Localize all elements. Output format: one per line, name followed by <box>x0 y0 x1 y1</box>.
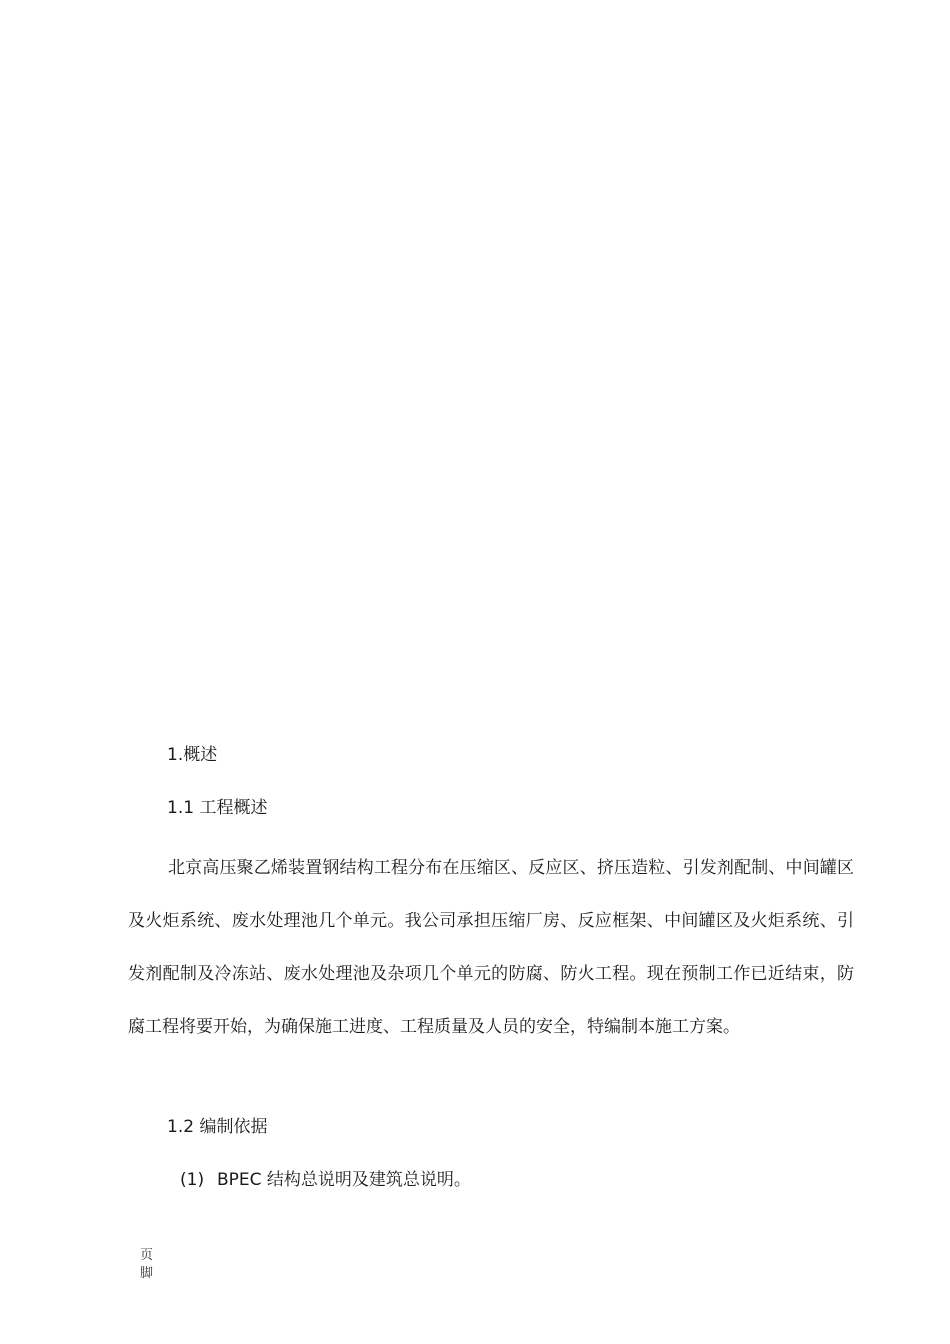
list-item-number: (1) <box>180 1170 205 1190</box>
section-heading-1-1: 1.1 工程概述 <box>167 798 268 818</box>
list-item-text: BPEC 结构总说明及建筑总说明。 <box>217 1170 471 1190</box>
overview-paragraph: 北京高压聚乙烯装置钢结构工程分布在压缩区、反应区、挤压造粒、引发剂配制、中间罐区及火炬系统、废水处理池几个单元。我公司承担压缩厂房、反应框架、中间罐区及火炬系统、引发剂配制及冷冻站、废水处理池及杂项几个单元的防腐、防火工程。现在预制工作已近结束，防腐工程将要开始，为确保施工进度、工程质量及人员的安全，特编制本施工方案。 <box>128 858 854 1037</box>
section-heading-1: 1.概述 <box>167 745 218 765</box>
list-item <box>180 1170 471 1190</box>
section-heading-1-2: 1.2 编制依据 <box>167 1117 268 1137</box>
page-footer: 页脚 <box>140 1248 154 1281</box>
